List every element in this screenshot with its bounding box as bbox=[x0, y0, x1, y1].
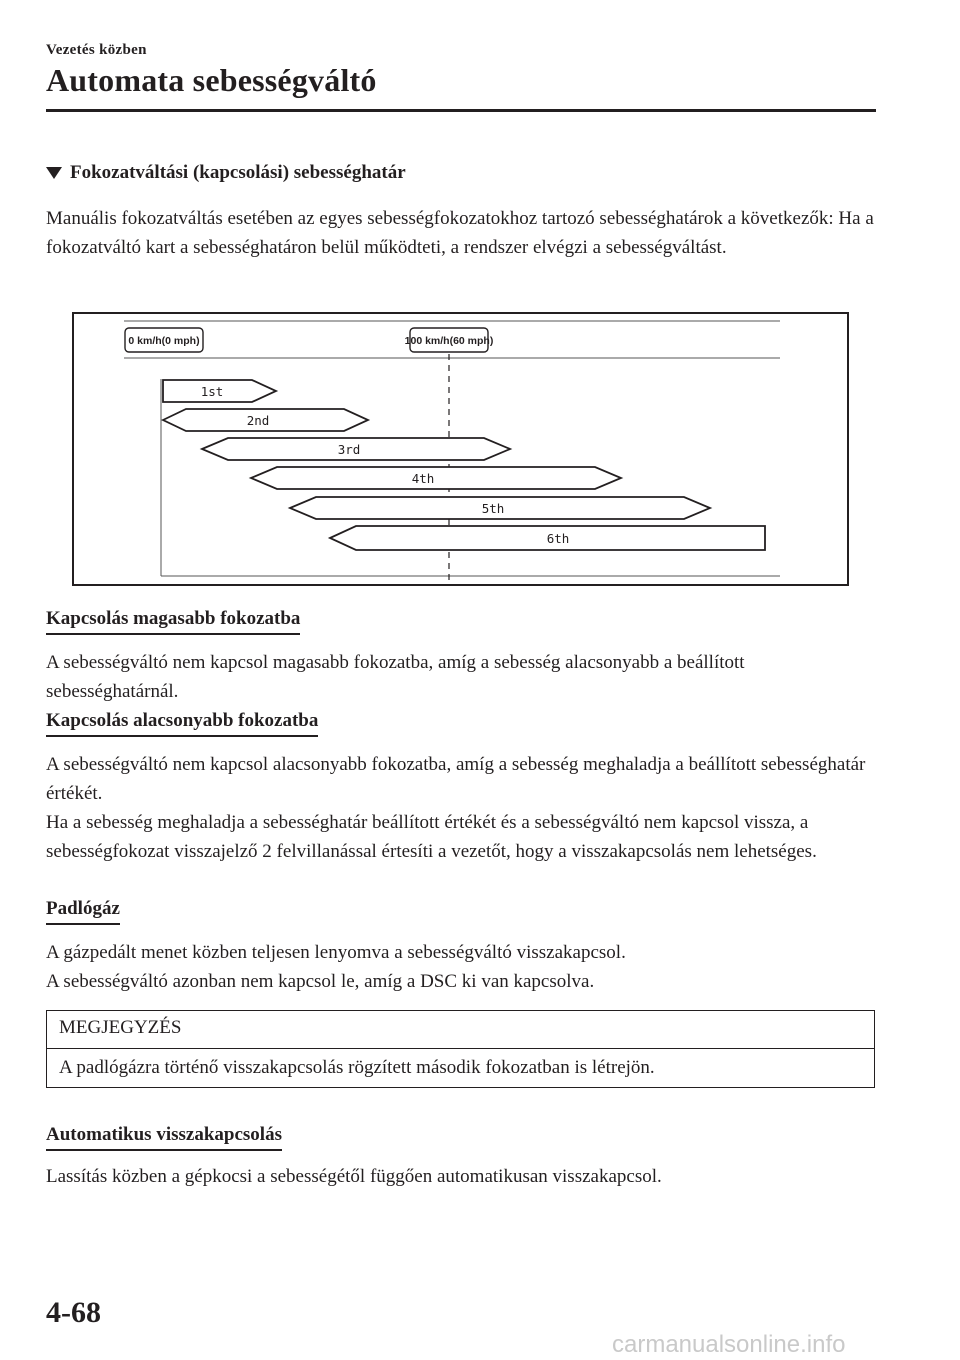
kickdown-heading: Padlógáz bbox=[46, 898, 120, 925]
auto-downshift-heading: Automatikus visszakapcsolás bbox=[46, 1124, 282, 1151]
gear-label-1st: 1st bbox=[200, 384, 224, 399]
speed-label-0: 0 km/h(0 mph) bbox=[128, 335, 200, 347]
triangle-bullet-icon bbox=[46, 167, 62, 179]
section-intro: Manuális fokozatváltás esetében az egyes sebességfokozatokhoz tartozó sebességhatárok a következők: Ha a fokozatváltó kart a sebességhatáron belül működteti, a rendszer elvégzi a sebességváltást. bbox=[46, 208, 874, 258]
downshift-heading: Kapcsolás alacsonyabb fokozatba bbox=[46, 710, 318, 737]
gear-label-4th: 4th bbox=[411, 471, 435, 486]
gear-label-6th: 6th bbox=[546, 531, 570, 546]
upshift-text: A sebességváltó nem kapcsol magasabb fokozatba, amíg a sebesség alacsonyabb a beállított sebességhatárnál. bbox=[46, 652, 745, 702]
page-number: 4-68 bbox=[46, 1296, 101, 1329]
section-heading-text: Fokozatváltási (kapcsolási) sebességhatár bbox=[70, 162, 406, 183]
kickdown-text-2: A sebességváltó azonban nem kapcsol le, amíg a DSC ki van kapcsolva. bbox=[46, 971, 595, 992]
downshift-text-1: A sebességváltó nem kapcsol alacsonyabb fokozatba, amíg a sebesség meghaladja a beállított sebességhatár értékét. bbox=[46, 754, 866, 804]
note-heading: MEGJEGYZÉS bbox=[47, 1011, 874, 1049]
title-divider bbox=[46, 109, 876, 112]
kickdown-text-1: A gázpedált menet közben teljesen lenyomva a sebességváltó visszakapcsol. bbox=[46, 942, 626, 963]
section-heading bbox=[46, 162, 406, 184]
auto-downshift-text: Lassítás közben a gépkocsi a sebességétől függően automatikusan visszakapcsol. bbox=[46, 1166, 662, 1187]
note-box bbox=[46, 1010, 875, 1088]
downshift-text-2: Ha a sebesség meghaladja a sebességhatár beállított értékét és a sebességváltó nem kapcsol vissza, a sebességfokozat visszajelző 2 felvillanással értesíti a vezetőt, hogy a visszakapcsolás nem lehetséges. bbox=[46, 812, 817, 862]
page-title: Automata sebességváltó bbox=[46, 62, 377, 98]
gear-label-3rd: 3rd bbox=[337, 442, 361, 457]
gear-label-5th: 5th bbox=[481, 501, 505, 516]
speed-label-100: 100 km/h(60 mph) bbox=[404, 335, 494, 347]
breadcrumb: Vezetés közben bbox=[46, 42, 147, 58]
watermark: carmanualsonline.info bbox=[612, 1331, 846, 1358]
note-text: A padlógázra történő visszakapcsolás rögzített második fokozatban is létrejön. bbox=[59, 1057, 655, 1078]
shift-speed-diagram bbox=[72, 312, 849, 586]
gear-band-4th bbox=[251, 467, 621, 489]
gear-label-2nd: 2nd bbox=[246, 413, 270, 428]
upshift-heading: Kapcsolás magasabb fokozatba bbox=[46, 608, 300, 635]
